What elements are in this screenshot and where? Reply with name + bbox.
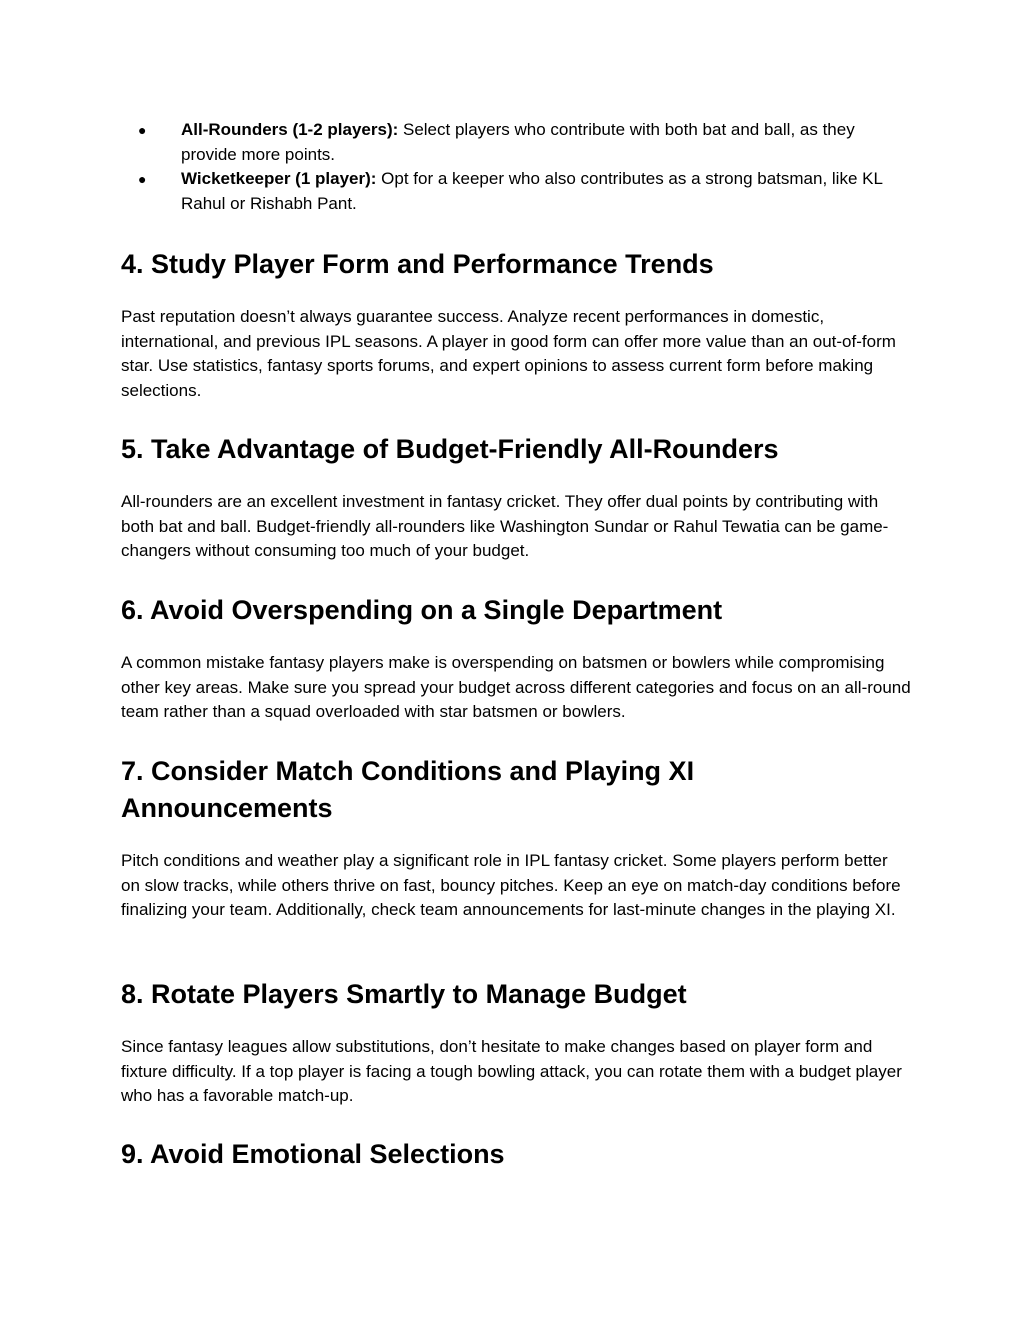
section-body-8: Since fantasy leagues allow substitutions, don’t hesitate to make changes based on player form and fixture difficulty. If a top player is facing a tough bowling attack, you can rotate them with a budget player who has a favorable match-up.: [121, 1037, 902, 1105]
bullet-term: Wicketkeeper (1 player):: [181, 169, 377, 188]
bullet-text: Select players who contribute with both bat and ball, as they provide more points.: [181, 120, 855, 164]
section-body-6: A common mistake fantasy players make is overspending on batsmen or bowlers while compromising other key areas. Make sure you spread your budget across different categories and focus on an all-round team rather than a squad overloaded with star batsmen or bowlers.: [121, 653, 911, 721]
section-body-5: All-rounders are an excellent investment in fantasy cricket. They offer dual points by contributing with both bat and ball. Budget-friendly all-rounders like Washington Sundar or Rahul Tewatia can be game-changers without consuming too much of your budget.: [121, 492, 889, 560]
bullet-item-wicketkeeper: [121, 167, 911, 216]
section-heading-4: 4. Study Player Form and Performance Trends: [121, 249, 714, 279]
bullet-dot-icon: ●: [138, 122, 147, 138]
section-heading-5: 5. Take Advantage of Budget-Friendly All-Rounders: [121, 434, 779, 464]
section-heading-6: 6. Avoid Overspending on a Single Department: [121, 595, 723, 625]
section-body-4: Past reputation doesn’t always guarantee success. Analyze recent performances in domestic, international, and previous IPL seasons. A player in good form can offer more value than an out-of-form star. Use statistics, fantasy sports forums, and expert opinions to assess current form before making selections.: [121, 307, 896, 400]
bullet-text: Opt for a keeper who also contributes as a strong batsman, like KL Rahul or Rishabh Pant.: [181, 169, 883, 213]
bullet-term: All-Rounders (1-2 players):: [181, 120, 399, 139]
section-body-7: Pitch conditions and weather play a significant role in IPL fantasy cricket. Some players perform better on slow tracks, while others thrive on fast, bouncy pitches. Keep an eye on match-day conditions before finalizing your team. Additionally, check team announcements for last-minute changes in the playing XI.: [121, 851, 901, 919]
position-guidelines-list: [121, 118, 911, 216]
section-heading-9: 9. Avoid Emotional Selections: [121, 1139, 505, 1169]
bullet-dot-icon: ●: [138, 171, 147, 187]
bullet-item-all-rounders: [121, 118, 911, 167]
section-heading-7: 7. Consider Match Conditions and Playing XI Announcements: [121, 756, 695, 823]
section-heading-8: 8. Rotate Players Smartly to Manage Budget: [121, 979, 687, 1009]
